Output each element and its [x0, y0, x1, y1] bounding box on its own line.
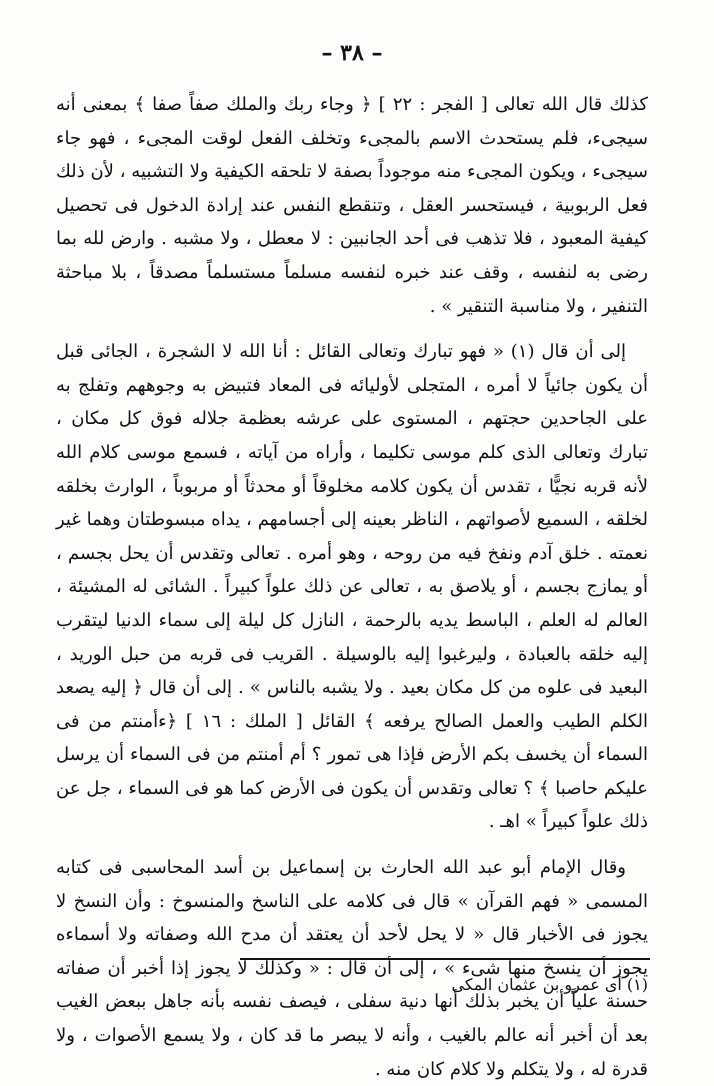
- paragraph: كذلك قال الله تعالى [ الفجر : ٢٢ ] ﴿ وجاء ربك والملك صفاً صفا ﴾ بمعنى أنه سيجىء، فلم يستحدث الاسم بالمجىء وتخلف الفعل لوقت المجىء ، فهو جاء سيجىء ، ويكون المجىء منه موجوداً بصفة لا تلحقه الكيفية ولا التشبيه ، لأن ذلك فعل الربوبية ، فيستحسر العقل ، وتنقطع النفس عند إرادة الدخول فى تحصيل كيفية المعبود ، فلا تذهب فى أحد الجانبين : لا معطل ، ولا مشبه . وارض لله بما رضى به لنفسه ، وقف عند خبره لنفسه مسلماً مستسلماً مصدقاً ، بلا مباحثة التنفير ، ولا مناسبة التنقير » .: [56, 94, 648, 317]
- paragraph: وقال الإمام أبو عبد الله الحارث بن إسماعيل بن أسد المحاسبى فى كتابه المسمى « فهم القرآن » قال فى كلامه على الناسخ والمنسوخ : وأن النسخ لا يجوز فى الأخبار قال « لا يحل لأحد أن يعتقد أن مدح الله وصفاته ولا أسماءه يجوز أن ينسخ منها شىء » ، إلى أن قال : « وكذلك لا يجوز إذا أخبر أن صفاته حسنة علياً أن يخبر بذلك أنها دنية سفلى ، فيصف نفسه بأنه جاهل ببعض الغيب بعد أن أخبر أنه عالم بالغيب ، وأنه لا يبصر ما قد كان ، ولا يسمع الأصوات ، ولا قدرة له ، ولا يتكلم ولا كلام كان منه .: [56, 857, 648, 1080]
- paragraph: إلى أن قال (١) « فهو تبارك وتعالى القائل : أنا الله لا الشجرة ، الجائى قبل أن يكون جائياً لا أمره ، المتجلى لأوليائه فى المعاد فتبيض به وجوههم وتفلج به على الجاحدين حجتهم ، المستوى على عرشه بعظمة جلاله فوق كل مكان ، تبارك وتعالى الذى كلم موسى تكليما ، وأراه من آياته ، فسمع موسى كلام الله لأنه قربه نجيًّا ، تقدس أن يكون كلامه مخلوقاً أو محدثاً أو مربوباً ، الوارث بخلقه لخلقه ، السميع لأصواتهم ، الناظر بعينه إلى أجسامهم ، يداه مبسوطتان وهما غير نعمته . خلق آدم ونفخ فيه من روحه ، وهو أمره . تعالى وتقدس أن يحل بجسم ، أو يمازج بجسم ، أو يلاصق به ، تعالى عن ذلك علواً كبيراً . الشائى له المشيئة ، العالم له العلم ، الباسط يديه بالرحمة ، النازل كل ليلة إلى سماء الدنيا ليتقرب إليه خلقه بالعبادة ، وليرغبوا إليه بالوسيلة . القريب فى قربه من حبل الوريد ، البعيد فى علوه من كل مكان بعيد . ولا يشبه بالناس » . إلى أن قال ﴿ إليه يصعد الكلم الطيب والعمل الصالح يرفعه ﴾ القائل [ الملك : ١٦ ] ﴿ءأمنتم من فى السماء أن يخسف بكم الأرض فإذا هى تمور ؟ أم أمنتم من فى السماء أن يرسل عليكم حاصبا ﴾ ؟ تعالى وتقدس أن يكون فى الأرض كما هو فى السماء ، جل عن ذلك علواً كبيراً » اهـ .: [56, 341, 648, 833]
- main-text: [56, 88, 648, 1086]
- footnote-divider: [240, 958, 650, 960]
- footnote: (١) أى عمرو بن عثمان المكى: [451, 975, 648, 994]
- page-number: – ٣٨ –: [321, 40, 383, 66]
